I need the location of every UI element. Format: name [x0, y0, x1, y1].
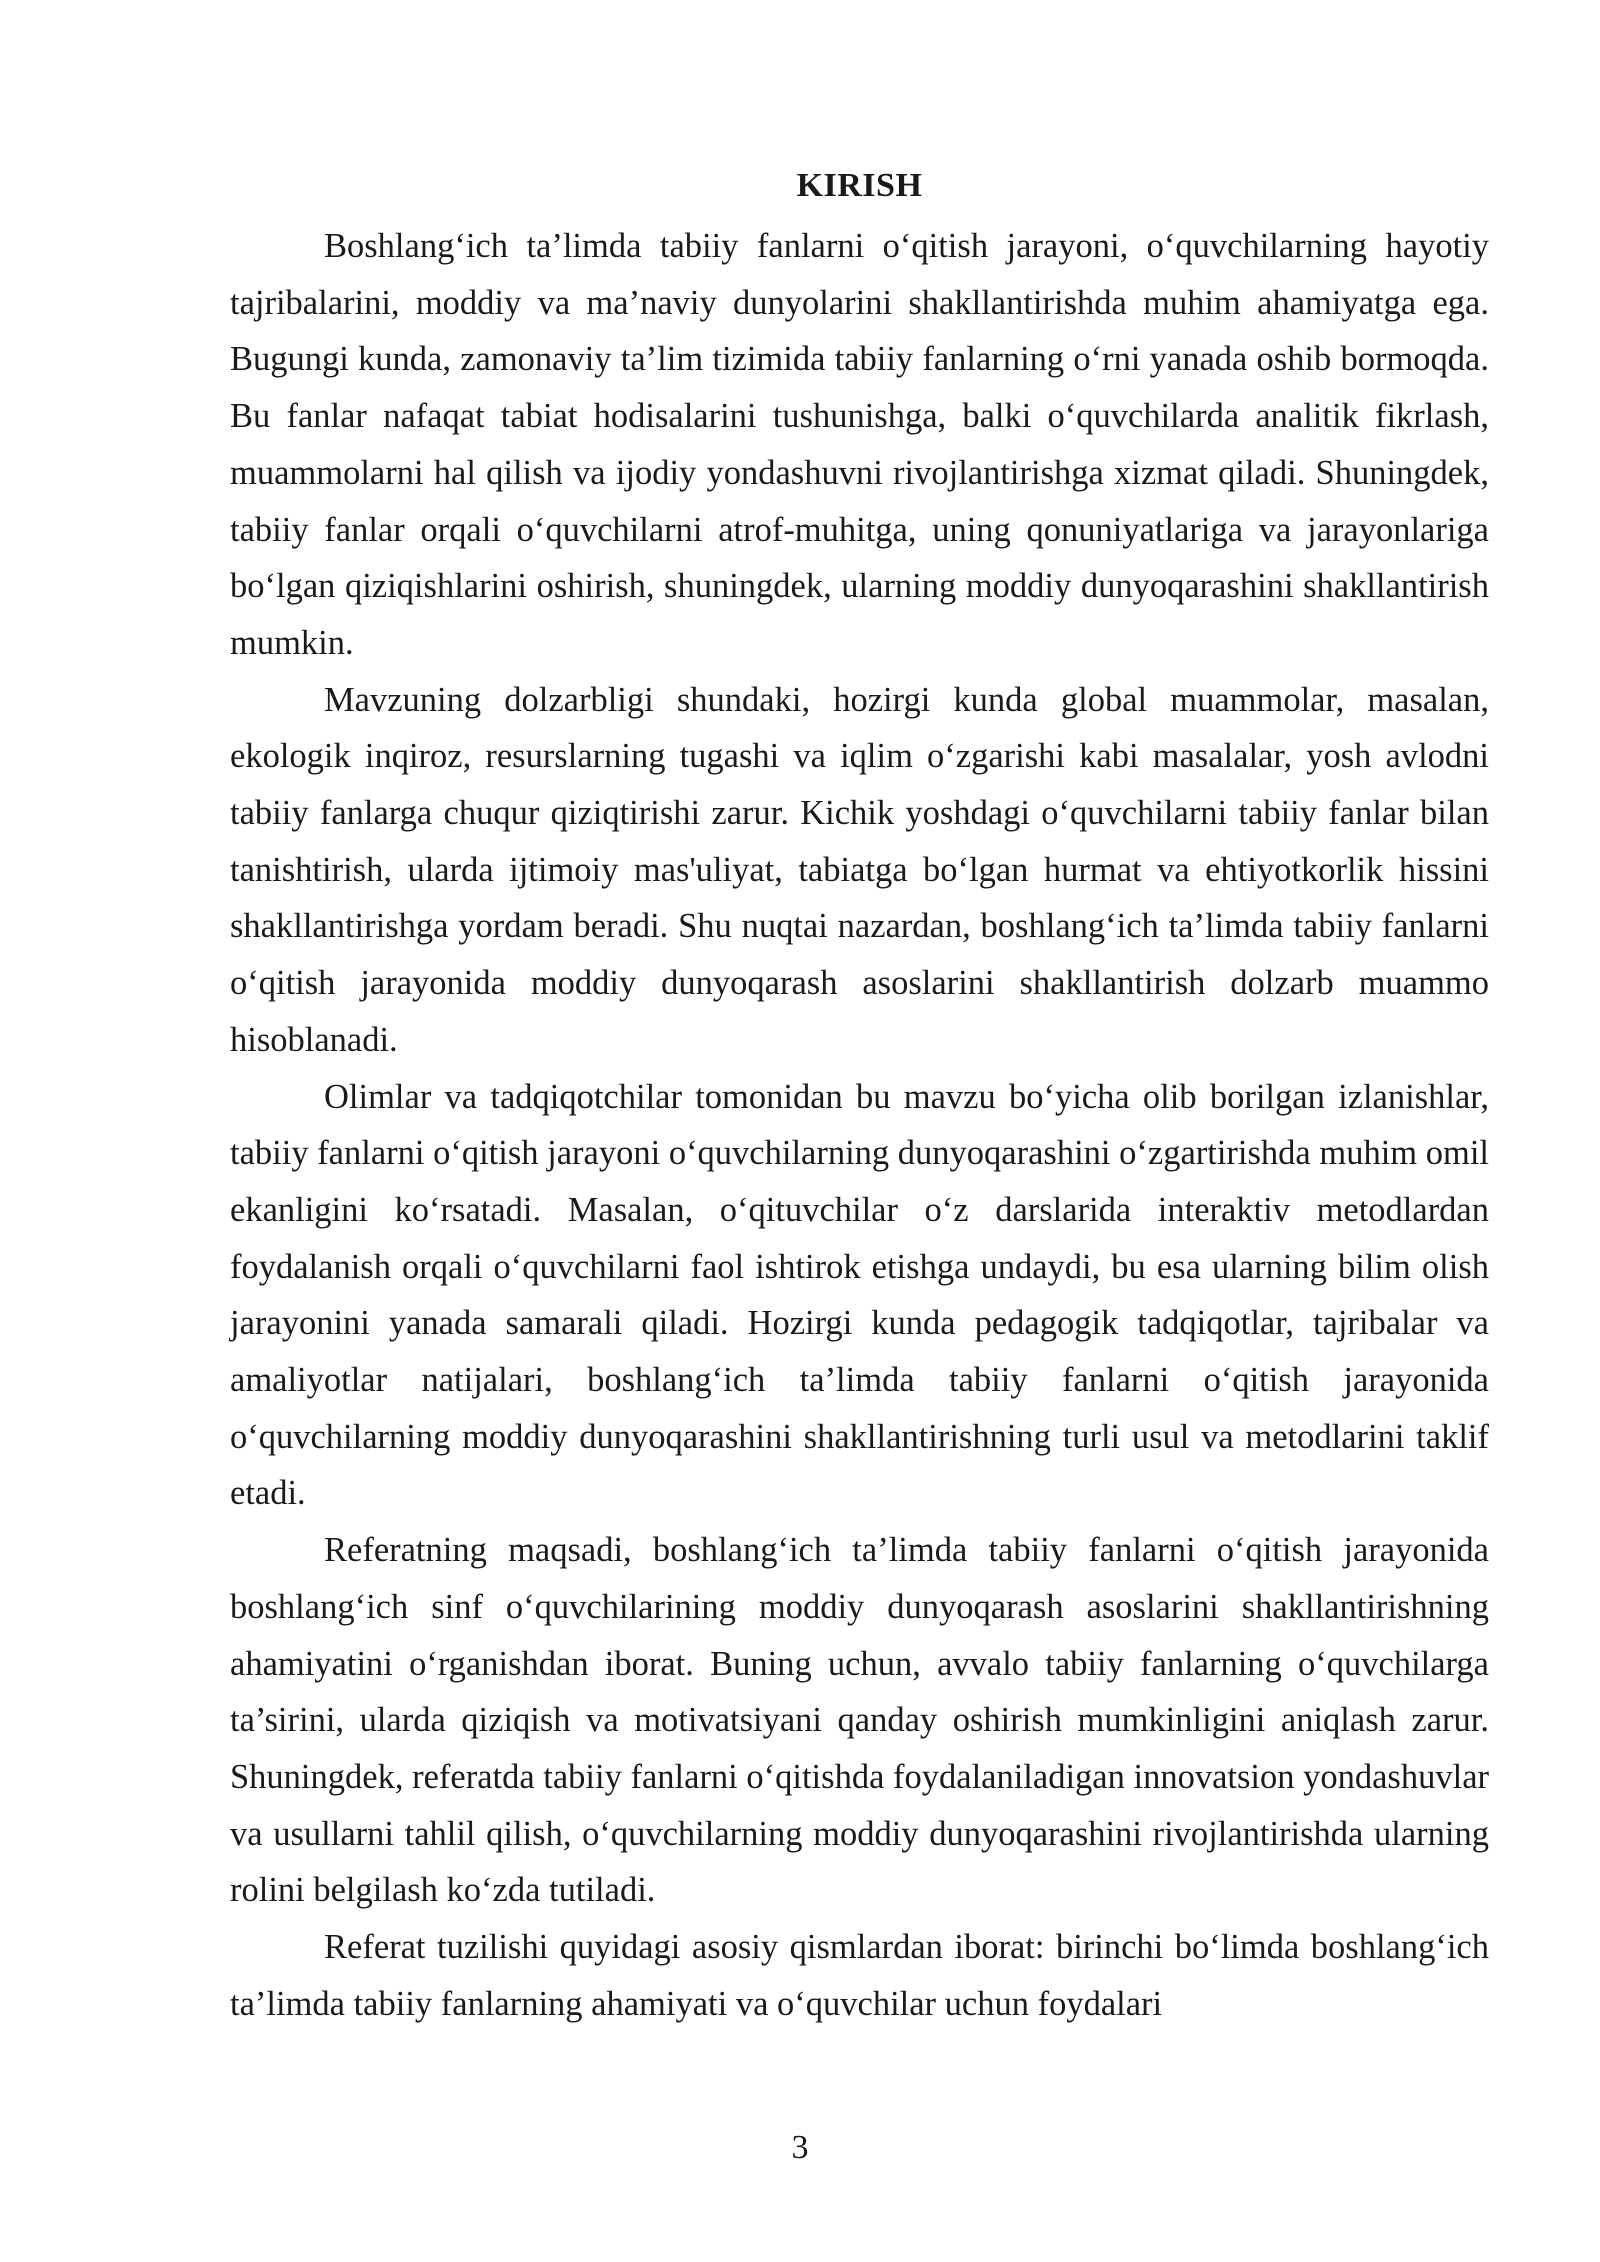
page-content — [230, 158, 1489, 2033]
paragraph-research: Olimlar va tadqiqotchilar tomonidan bu mavzu bo‘yicha olib borilgan izlanishlar, tabiiy fanlarni o‘qitish jarayoni o‘quvchilarning dunyoqarashini o‘zgartirishda muhim omil ekanligini ko‘rsatadi. Masalan, o‘qituvchilar o‘z darslarida interaktiv metodlardan foydalanish orqali o‘quvchilarni faol ishtirok etishga undaydi, bu esa ularning bilim olish jarayonini yanada samarali qiladi. Hozirgi kunda pedagogik tadqiqotlar, tajribalar va amaliyotlar natijalari, boshlang‘ich ta’limda tabiiy fanlarni o‘qitish jarayonida o‘quvchilarning moddiy dunyoqarashini shakllantirishning turli usul va metodlarini taklif etadi. — [230, 1077, 1489, 1513]
page-number: 3 — [791, 2129, 809, 2166]
paragraph-structure: Referat tuzilishi quyidagi asosiy qismlardan iborat: birinchi bo‘limda boshlang‘ich ta’limda tabiiy fanlarning ahamiyati va o‘quvchilar uchun foydalari — [230, 1928, 1489, 2023]
paragraph-relevance: Mavzuning dolzarbligi shundaki, hozirgi kunda global muammolar, masalan, ekologik inqiroz, resurslarning tugashi va iqlim o‘zgarishi kabi masalalar, yosh avlodni tabiiy fanlarga chuqur qiziqtirishi zarur. Kichik yoshdagi o‘quvchilarni tabiiy fanlar bilan tanishtirish, ularda ijtimoiy mas'uliyat, tabiatga bo‘lgan hurmat va ehtiyotkorlik hissini shakllantirishga yordam beradi. Shu nuqtai nazardan, boshlang‘ich ta’limda tabiiy fanlarni o‘qitish jarayonida moddiy dunyoqarash asoslarini shakllantirish dolzarb muammo hisoblanadi. — [230, 680, 1489, 1059]
paragraph-introduction: Boshlang‘ich ta’limda tabiiy fanlarni o‘qitish jarayoni, o‘quvchilarning hayotiy tajribalarini, moddiy va ma’naviy dunyolarini shakllantirishda muhim ahamiyatga ega. Bugungi kunda, zamonaviy ta’lim tizimida tabiiy fanlarning o‘rni yanada oshib bormoqda. Bu fanlar nafaqat tabiat hodisalarini tushunishga, balki o‘quvchilarda analitik fikrlash, muammolarni hal qilish va ijodiy yondashuvni rivojlantirishga xizmat qiladi. Shuningdek, tabiiy fanlar orqali o‘quvchilarni atrof-muhitga, uning qonuniyatlariga va jarayonlariga bo‘lgan qiziqishlarini oshirish, shuningdek, ularning moddiy dunyoqarashini shakllantirish mumkin. — [230, 227, 1489, 662]
paragraph-aim: Referatning maqsadi, boshlang‘ich ta’limda tabiiy fanlarni o‘qitish jarayonida boshlang‘ich sinf o‘quvchilarining moddiy dunyoqarash asoslarini shakllantirishning ahamiyatini o‘rganishdan iborat. Buning uchun, avvalo tabiiy fanlarning o‘quvchilarga ta’sirini, ularda qiziqish va motivatsiyani qanday oshirish mumkinligini aniqlash zarur. Shuningdek, referatda tabiiy fanlarni o‘qitishda foydalaniladigan innovatsion yondashuvlar va usullarni tahlil qilish, o‘quvchilarning moddiy dunyoqarashini rivojlantirishda ularning rolini belgilash ko‘zda tutiladi. — [230, 1531, 1489, 1910]
section-title: KIRISH — [796, 167, 923, 204]
